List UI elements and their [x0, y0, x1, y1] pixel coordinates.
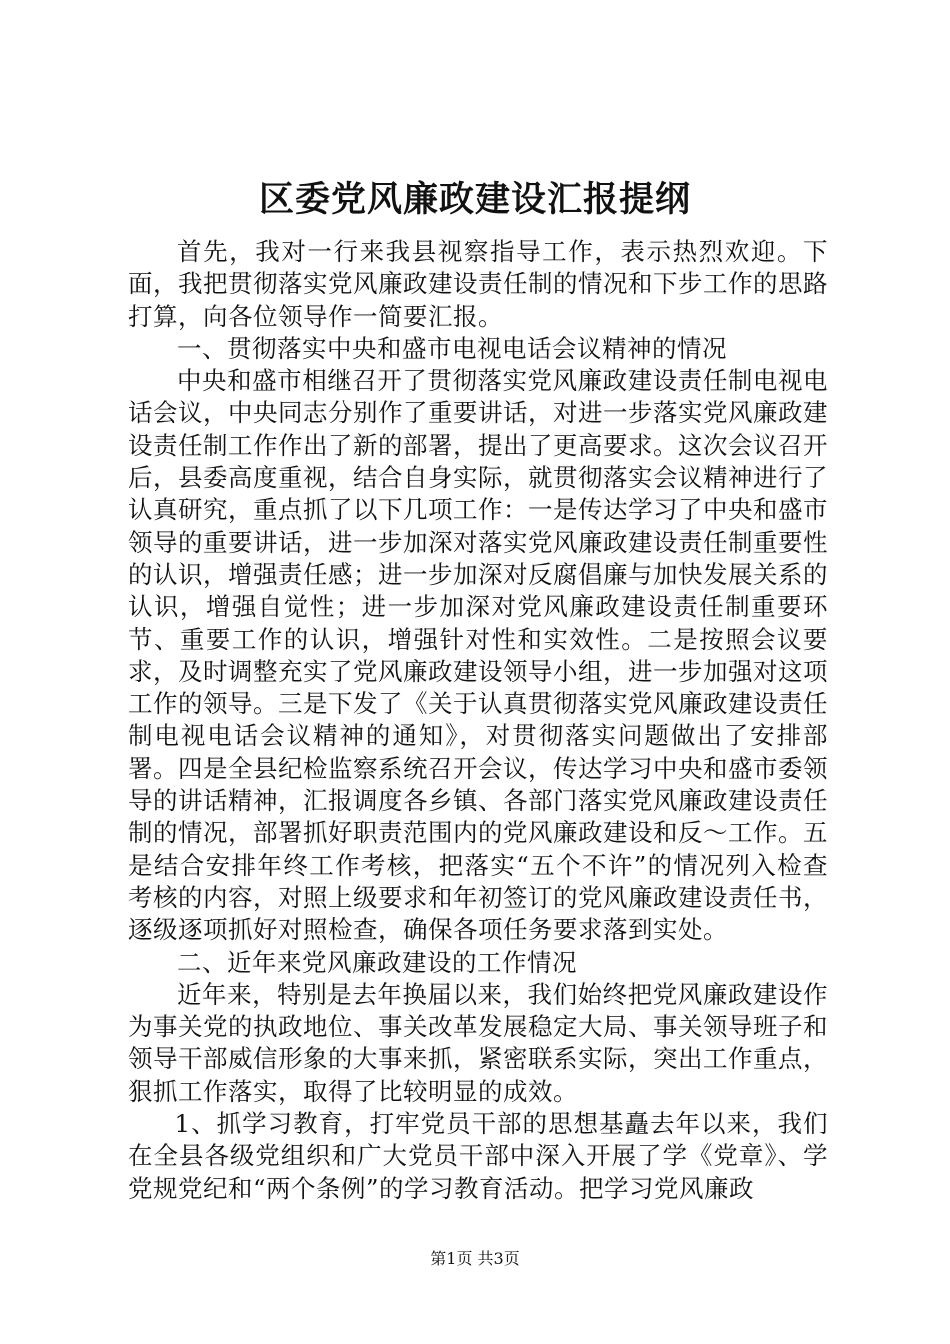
page-number-footer: 第1页 共3页: [430, 1249, 520, 1268]
section-2-item-1: 1、抓学习教育，打牢党员干部的思想基矗去年以来，我们在全县各级党组织和广大党员干部中深入开展了学《党章》、学党规党纪和“两个条例”的学习教育活动。把学习党风廉政: [128, 1109, 828, 1203]
section-2-paragraph: 近年来，特别是去年换届以来，我们始终把党风廉政建设作为事关党的执政地位、事关改革发展稳定大局、事关领导班子和领导干部威信形象的大事来抓，紧密联系实际，突出工作重点，狠抓工作落实，取得了比较明显的成效。: [128, 979, 828, 1106]
intro-paragraph: 首先，我对一行来我县视察指导工作，表示热烈欢迎。下面，我把贯彻落实党风廉政建设责任制的情况和下步工作的思路打算，向各位领导作一简要汇报。: [128, 237, 828, 331]
document-title: 区委党风廉政建设汇报提纲: [258, 179, 691, 220]
section-heading-1: 一、贯彻落实中央和盛市电视电话会议精神的情况: [177, 333, 727, 363]
section-heading-2: 二、近年来党风廉政建设的工作情况: [177, 947, 577, 977]
document-body: [128, 236, 828, 1205]
section-1-paragraph: 中央和盛市相继召开了贯彻落实党风廉政建设责任制电视电话会议，中央同志分别作了重要讲话，对进一步落实党风廉政建设责任制工作作出了新的部署，提出了更高要求。这次会议召开后，县委高度重视，结合自身实际，就贯彻落实会议精神进行了认真研究，重点抓了以下几项工作：一是传达学习了中央和盛市领导的重要讲话，进一步加深对落实党风廉政建设责任制重要性的认识，增强责任感；进一步加深对反腐倡廉与加快发展关系的认识，增强自觉性；进一步加深对党风廉政建设责任制重要环节、重要工作的认识，增强针对性和实效性。二是按照会议要求，及时调整充实了党风廉政建设领导小组，进一步加强对这项工作的领导。三是下发了《关于认真贯彻落实党风廉政建设责任制电视电话会议精神的通知》，对贯彻落实问题做出了安排部署。四是全县纪检监察系统召开会议，传达学习中央和盛市委领导的讲话精神，汇报调度各乡镇、各部门落实党风廉政建设责任制的情况，部署抓好职责范围内的党风廉政建设和反～工作。五是结合安排年终工作考核，把落实“五个不许”的情况列入检查考核的内容，对照上级要求和年初签订的党风廉政建设责任书，逐级逐项抓好对照检查，确保各项任务要求落到实处。: [128, 366, 828, 945]
